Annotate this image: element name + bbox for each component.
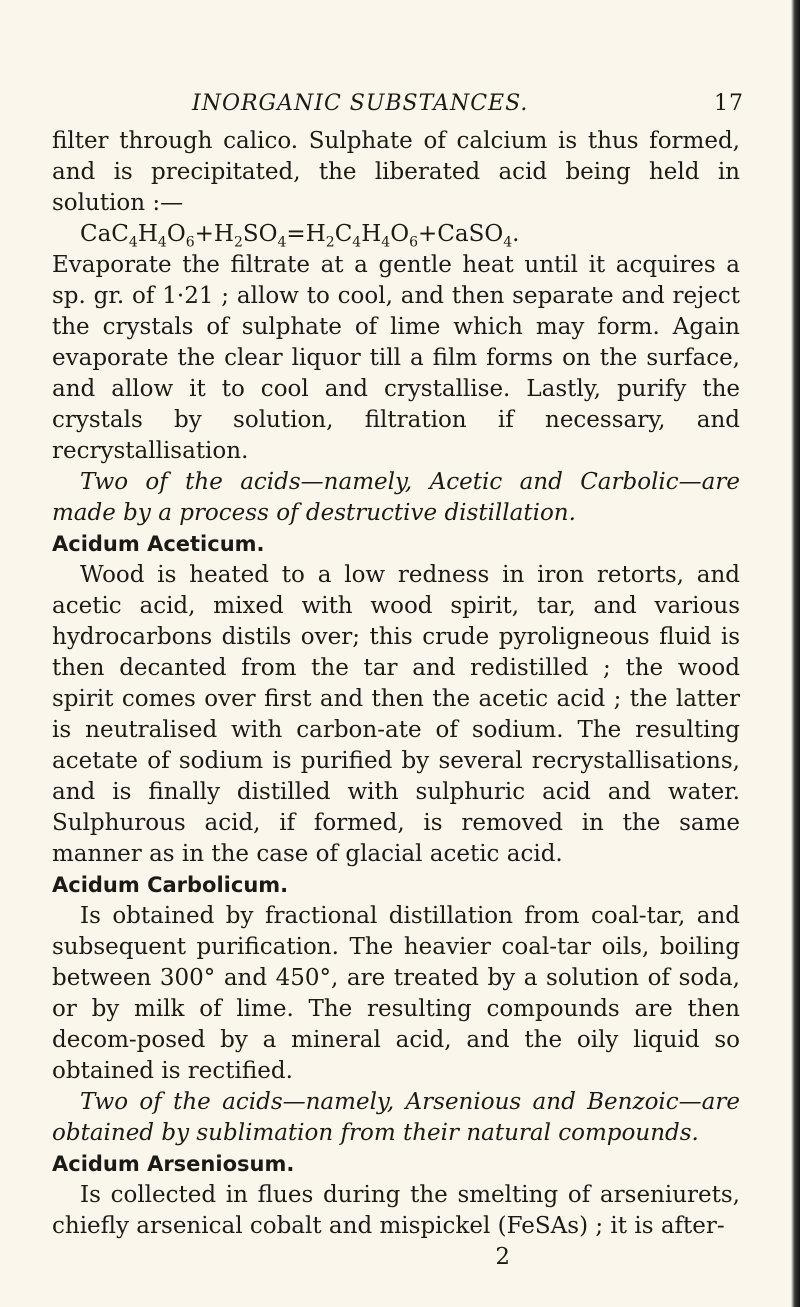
paragraph-arsenious: Is collected in flues during the smelting of arseniurets, chiefly arsenical cobalt and mispickel (FeSAs) ; it is after-: [52, 1182, 740, 1239]
italic-subhead-destructive: Two of the acids—namely, Acetic and Carbolic—are made by a process of destructive distillation.: [52, 469, 740, 526]
paragraph-evaporate: Evaporate the filtrate at a gentle heat until it acquires a sp. gr. of 1·21 ; allow to cool, and then separate and reject the crystals of sulphate of lime which may form. Again evaporate the clear liquor till a film forms on the surface, and allow it to cool and crystallise. Lastly, purify the crystals by solution, filtration if necessary, and recrystallisation.: [52, 252, 740, 464]
book-page: [52, 88, 744, 1273]
heading-acidum-aceticum: Acidum Aceticum.: [52, 532, 265, 556]
heading-acidum-carbolicum: Acidum Carbolicum.: [52, 873, 289, 897]
paragraph-carbolic: Is obtained by fractional distillation from coal-tar, and subsequent purification. The heavier coal-tar oils, boiling between 300° and 450°, are treated by a solution of soda, or by milk of lime. The resulting compounds are then decom-posed by a mineral acid, and the oily liquid so obtained is rectified.: [52, 903, 740, 1084]
italic-subhead-sublimation: Two of the acids—namely, Arsenious and Benzoic—are obtained by sublimation from their natural compounds.: [52, 1089, 740, 1146]
heading-acidum-arseniosum: Acidum Arseniosum.: [52, 1152, 295, 1176]
running-header: [52, 88, 744, 122]
paragraph-filter: filter through calico. Sulphate of calcium is thus formed, and is precipitated, the liberated acid being held in solution :—: [52, 128, 740, 216]
paragraph-acetic: Wood is heated to a low redness in iron retorts, and acetic acid, mixed with wood spirit, tar, and various hydrocarbons distils over; this crude pyroligneous fluid is then decanted from the tar and redistilled ; the wood spirit comes over first and then the acetic acid ; the latter is neutralised with carbon-ate of sodium. The resulting acetate of sodium is purified by several recrystallisations, and is finally distilled with sulphuric acid and water. Sulphurous acid, if formed, is removed in the same manner as in the case of glacial acetic acid.: [52, 562, 740, 867]
signature-mark: 2: [495, 1244, 510, 1270]
chemical-equation: $CaC_4H_4O_6+H_2SO_4=H_2C_4H_4O_6+CaSO_4$.: [80, 221, 520, 251]
page-number: 17: [714, 91, 744, 116]
page-edge-shadow: [791, 0, 800, 1307]
running-title: INORGANIC SUBSTANCES.: [192, 91, 529, 116]
